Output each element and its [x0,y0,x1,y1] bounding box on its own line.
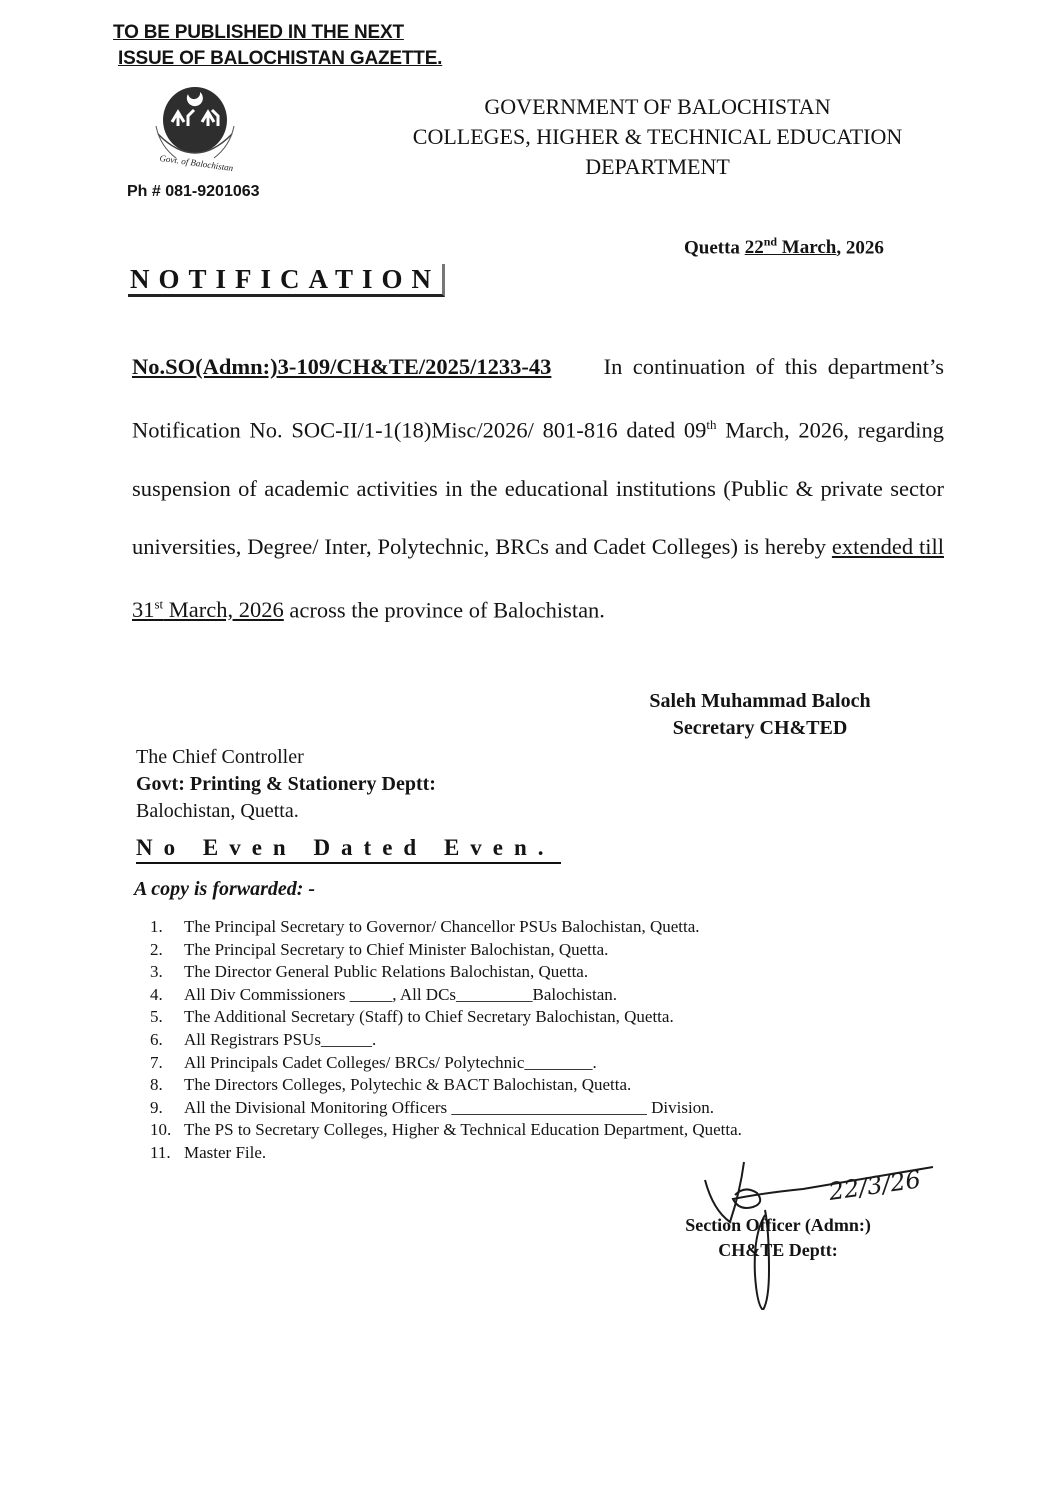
forward-list-item [150,961,742,984]
section-officer-line-1: Section Officer (Admn:) [685,1215,871,1235]
forward-list-item [150,1029,742,1052]
body-sup-1: th [706,417,717,432]
department-header [380,92,935,182]
notification-number: No.SO(Admn:)3-109/CH&TE/2025/1233-43 [132,354,552,379]
forward-item-text: The Principal Secretary to Chief Minister Balochistan, Quetta. [184,939,609,959]
gazette-note [113,20,442,72]
notification-body [132,338,944,639]
forward-item-number: 6. [150,1029,163,1049]
date-year: , 2026 [836,237,884,259]
date-day: 22nd March [744,235,837,259]
forward-list [150,916,742,1165]
forward-list-item [150,1142,742,1165]
forward-item-text: The Additional Secretary (Staff) to Chief Secretary Balochistan, Quetta. [184,1007,674,1027]
no-even-dated-even: No Even Dated Even. [136,834,561,864]
section-officer [668,1213,888,1263]
extension-date: extended till 31st March, 2026 [132,533,944,622]
forward-list-item [150,984,742,1007]
forward-item-text: The Principal Secretary to Governor/ Chancellor PSUs Balochistan, Quetta. [184,917,700,936]
signatory-designation: Secretary CH&TED [672,717,848,739]
forward-list-item [150,1006,742,1029]
forward-item-number: 7. [150,1052,163,1072]
copy-forwarded-heading: A copy is forwarded: - [134,878,316,900]
forward-item-number: 3. [150,962,163,982]
date-place: Quetta [684,237,745,259]
forward-list-item [150,1119,742,1142]
handwritten-date: 22/3/26 [826,1165,923,1206]
forward-list-item [150,916,742,939]
forward-item-number: 8. [150,1075,163,1095]
forward-item-text: All the Divisional Monitoring Officers _______________________ Division. [184,1097,714,1117]
addressee-line-2: Govt: Printing & Stationery Deptt: [136,773,436,795]
notification-title: NOTIFICATION [128,264,445,297]
forward-list-item [150,1074,742,1097]
gazette-line-1: TO BE PUBLISHED IN THE NEXT [113,22,404,43]
secretary-signatory [600,688,920,742]
signatory-name: Saleh Muhammad Baloch [649,690,871,712]
phone-number: Ph # 081-9201063 [127,183,260,200]
body-text-1: In continuation of this department’s Notification No. SOC-II/1-1(18)Misc/2026/ 801-816 dated 09 [132,354,945,443]
body-text-2: March, 2026, regarding suspension of academic activities in the educational institutions (Public & private sector universities, Degree/ Inter, Polytechnic, BRCs and Cadet Colleges) is hereby [132,417,944,559]
forward-item-text: The PS to Secretary Colleges, Higher & Technical Education Department, Quetta. [184,1120,742,1140]
forward-list-item [150,939,742,962]
forward-item-number: 9. [150,1097,163,1117]
forward-item-text: All Principals Cadet Colleges/ BRCs/ Polytechnic________. [184,1052,597,1072]
forward-item-text: Master File. [184,1142,267,1162]
forward-item-number: 11. [150,1142,171,1162]
forward-item-text: The Director General Public Relations Balochistan, Quetta. [184,962,589,982]
forward-item-text: All Div Commissioners _____, All DCs_________Balochistan. [184,984,618,1004]
section-officer-line-2: CH&TE Deptt: [718,1240,838,1260]
forward-item-number: 2. [150,939,163,959]
header-line-2: COLLEGES, HIGHER & TECHNICAL EDUCATION [412,124,903,149]
header-line-1: GOVERNMENT OF BALOCHISTAN [484,94,831,119]
forward-list-item [150,1097,742,1120]
addressee [136,744,436,825]
body-text-3: across the province of Balochistan. [283,597,605,622]
forward-item-number: 1. [150,917,163,936]
addressee-line-3: Balochistan, Quetta. [136,800,299,822]
gazette-line-2: ISSUE OF BALOCHISTAN GAZETTE. [118,48,443,69]
forward-item-number: 4. [150,984,163,1004]
forward-list-item [150,1052,742,1075]
balochistan-seal-icon [148,82,244,178]
forward-item-text: The Directors Colleges, Polytechic & BACT Balochistan, Quetta. [184,1075,632,1095]
forward-item-text: All Registrars PSUs______. [184,1029,377,1049]
forward-item-number: 5. [150,1007,163,1027]
header-line-3: DEPARTMENT [585,154,730,179]
notification-date [684,235,884,259]
forward-item-number: 10. [150,1120,172,1140]
svg-text:Govt. of Balochistan: Govt. of Balochistan [158,152,234,174]
addressee-line-1: The Chief Controller [136,746,304,768]
